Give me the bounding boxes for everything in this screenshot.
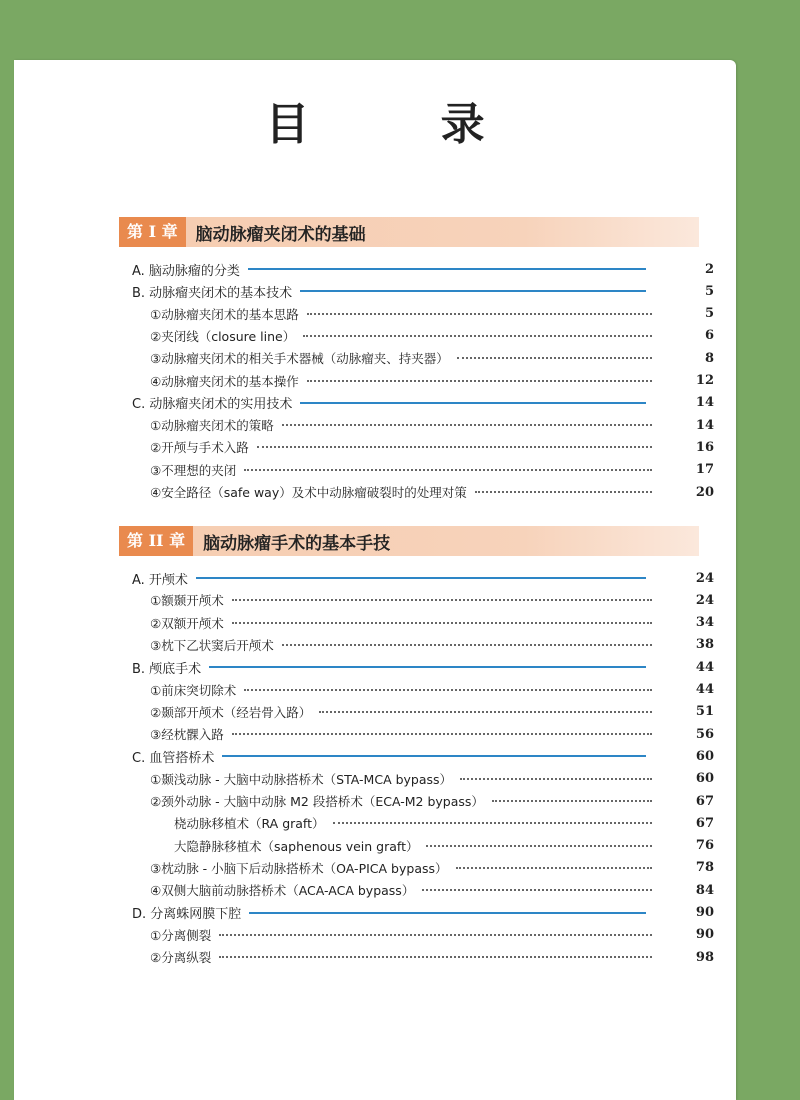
toc-entry-label: B. 颅底手术 [132,661,202,677]
toc-page-number: 51 [695,704,714,720]
chapter-title: 脑动脉瘤手术的基本手技 [203,533,391,554]
toc-entry-label: A. 开颅术 [132,572,188,588]
toc-section-entry[interactable] [14,902,714,924]
toc-subsection-entry[interactable] [14,857,714,879]
dot-leader [232,622,652,624]
toc-subsection-entry[interactable] [14,459,714,481]
dot-leader [232,733,652,735]
toc-section-entry[interactable] [14,567,714,589]
toc-entry-label: ②开颅与手术入路 [150,440,249,456]
toc-page-number: 20 [695,484,714,500]
dot-leader [307,380,652,382]
toc-page-number: 38 [695,637,714,653]
toc-entry-label: B. 动脉瘤夹闭术的基本技术 [132,285,293,301]
toc-entry-label: ③动脉瘤夹闭术的相关手术器械（动脉瘤夹、持夹器） [150,351,449,367]
toc-subsection-entry[interactable] [14,790,714,812]
dot-leader [333,822,652,824]
toc-page-number: 12 [695,373,714,388]
dot-leader [257,446,652,448]
dot-leader [244,689,652,691]
dot-leader [457,357,652,359]
toc-page-number: 2 [704,261,714,277]
toc-subsection-entry[interactable] [14,812,714,834]
dot-leader [232,599,652,601]
toc-subsection-entry[interactable] [14,924,714,946]
toc-subsection-entry[interactable] [14,347,714,369]
dot-leader [219,956,652,958]
page-title: 目 录 [265,99,543,150]
dot-leader [319,711,652,713]
dot-leader [422,889,652,891]
chapter-title: 脑动脉瘤夹闭术的基础 [195,224,366,245]
toc-entry-label: ②颞部开颅术（经岩骨入路） [150,704,312,720]
toc-entry-label: ①动脉瘤夹闭术的策略 [150,418,274,434]
section-rule-line [300,290,646,292]
toc-page-number: 14 [695,417,714,433]
toc-page-number: 60 [695,771,714,787]
toc-page-number: 78 [695,860,714,876]
toc-entry-label: ①颞浅动脉 - 大脑中动脉搭桥术（STA-MCA bypass） [150,771,453,787]
toc-page-number: 16 [695,439,714,455]
toc-page-number: 98 [695,949,714,965]
toc-entry-label: ①前床突切除术 [150,682,237,698]
dot-leader [426,845,652,847]
toc-entry-label: C. 动脉瘤夹闭术的实用技术 [132,397,293,413]
toc-entry-label: ①动脉瘤夹闭术的基本思路 [150,306,299,322]
toc-entry-label: 桡动脉移植术（RA graft） [174,816,325,832]
dot-leader [475,491,652,493]
toc-page [14,60,736,1100]
section-rule-line [300,402,646,404]
dot-leader [282,424,652,426]
toc-page-number: 44 [695,659,714,675]
toc-page-number: 6 [704,328,714,344]
toc-subsection-entry[interactable] [14,768,714,790]
toc-entry-label: ③不理想的夹闭 [150,462,237,478]
toc-page-number: 76 [695,838,714,854]
dot-leader [460,778,652,780]
section-rule-line [222,755,646,757]
toc-page-number: 67 [695,793,714,809]
toc-subsection-entry[interactable] [14,879,714,901]
toc-subsection-entry[interactable] [14,370,714,392]
toc-subsection-entry[interactable] [14,481,714,503]
toc-entry-label: ②颈外动脉 - 大脑中动脉 M2 段搭桥术（ECA-M2 bypass） [150,794,484,809]
toc-subsection-entry[interactable] [14,723,714,745]
section-rule-line [196,577,646,579]
chapter-header [119,217,699,247]
toc-entry-label: ③经枕髁入路 [150,727,224,743]
toc-section-entry[interactable] [14,392,714,414]
toc-subsection-entry[interactable] [14,679,714,701]
toc-subsection-entry[interactable] [14,325,714,347]
toc-page-number: 90 [695,905,714,920]
toc-page-number: 44 [695,682,714,697]
toc-subsection-entry[interactable] [14,589,714,611]
toc-section-entry[interactable] [14,280,714,302]
toc-entry-label: ①额颞开颅术 [150,593,224,609]
toc-subsection-entry[interactable] [14,303,714,325]
toc-entry-label: C. 血管搭桥术 [132,750,215,766]
toc-page-number: 14 [695,395,714,411]
toc-entry-label: A. 脑动脉瘤的分类 [132,263,240,279]
toc-subsection-entry[interactable] [14,436,714,458]
toc-entry-label: ④动脉瘤夹闭术的基本操作 [150,373,299,389]
toc-subsection-entry[interactable] [14,701,714,723]
toc-page-number: 90 [695,927,714,943]
chapter-number: 第 I 章 [119,217,186,247]
toc-entry-label: ③枕下乙状窦后开颅术 [150,637,274,653]
toc-entry-label: D. 分离蛛网膜下腔 [132,907,242,922]
toc-entry-label: ②夹闭线（closure line） [150,328,296,344]
toc-subsection-entry[interactable] [14,946,714,968]
toc-entry-label: ②分离纵裂 [150,950,212,966]
toc-page-number: 8 [704,350,714,366]
toc-entry-label: ④安全路径（safe way）及术中动脉瘤破裂时的处理对策 [150,485,467,500]
toc-page-number: 17 [695,462,714,478]
toc-section-entry[interactable] [14,745,714,767]
toc-entry-label: ②双额开颅术 [150,615,224,631]
toc-entry-label: 大隐静脉移植术（saphenous vein graft） [174,838,419,854]
chapter-header [119,526,699,556]
toc-page-number: 67 [695,815,714,831]
toc-section-entry[interactable] [14,258,714,280]
toc-subsection-entry[interactable] [14,414,714,436]
toc-page-number: 84 [695,882,714,898]
toc-entry-label: ③枕动脉 - 小脑下后动脉搭桥术（OA-PICA bypass） [150,860,448,876]
toc-entry-label: ④双侧大脑前动脉搭桥术（ACA-ACA bypass） [150,883,415,899]
toc-page-number: 34 [695,615,714,631]
toc-section-entry[interactable] [14,656,714,678]
toc-page-number: 5 [704,306,714,322]
section-rule-line [248,268,646,270]
dot-leader [219,934,652,936]
toc-page-number: 24 [695,592,714,608]
toc-subsection-entry[interactable] [14,835,714,857]
toc-page-number: 24 [695,570,714,586]
dot-leader [303,335,652,337]
dot-leader [282,644,652,646]
dot-leader [307,313,652,315]
toc-page-number: 56 [695,726,714,742]
toc-subsection-entry[interactable] [14,634,714,656]
dot-leader [456,867,653,869]
dot-leader [244,469,652,471]
toc-page-number: 60 [695,748,714,764]
dot-leader [492,800,652,802]
section-rule-line [209,666,646,668]
section-rule-line [249,912,646,914]
chapter-number: 第 II 章 [119,526,193,556]
toc-subsection-entry[interactable] [14,612,714,634]
toc-entry-label: ①分离侧裂 [150,927,212,943]
toc-page-number: 5 [704,283,714,299]
